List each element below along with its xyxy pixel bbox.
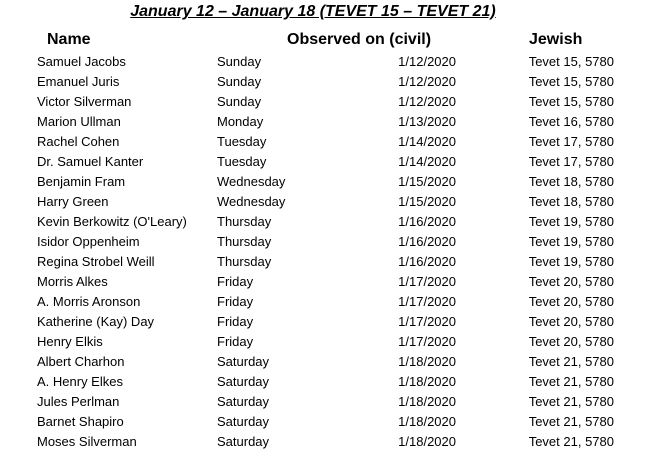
row-jewish-date: Tevet 20, 5780 <box>528 334 614 349</box>
row-name: A. Morris Aronson <box>37 294 141 309</box>
row-day: Saturday <box>217 374 270 389</box>
row-civil-date: 1/15/2020 <box>398 174 456 189</box>
row-jewish-date: Tevet 19, 5780 <box>528 254 614 269</box>
row-jewish-date: Tevet 20, 5780 <box>528 314 614 329</box>
row-civil-date: 1/17/2020 <box>398 334 456 349</box>
row-jewish-date: Tevet 18, 5780 <box>528 174 614 189</box>
row-name: Marion Ullman <box>37 114 121 129</box>
row-civil-date: 1/14/2020 <box>398 154 456 169</box>
row-day: Saturday <box>217 394 270 409</box>
row-day: Wednesday <box>217 194 286 209</box>
table-row <box>0 292 646 312</box>
row-civil-date: 1/13/2020 <box>398 114 456 129</box>
table-row <box>0 252 646 272</box>
row-jewish-date: Tevet 15, 5780 <box>528 74 614 89</box>
row-day: Monday <box>217 114 264 129</box>
row-civil-date: 1/18/2020 <box>398 434 456 449</box>
row-jewish-date: Tevet 19, 5780 <box>528 214 614 229</box>
row-jewish-date: Tevet 20, 5780 <box>528 274 614 289</box>
row-name: Emanuel Juris <box>37 74 120 89</box>
row-day: Thursday <box>217 254 272 269</box>
row-name: Barnet Shapiro <box>37 414 124 429</box>
row-name: Katherine (Kay) Day <box>37 314 155 329</box>
page-title: January 12 – January 18 (TEVET 15 – TEVET 21) <box>130 3 496 20</box>
row-name: Kevin Berkowitz (O'Leary) <box>37 214 187 229</box>
row-day: Friday <box>217 294 254 309</box>
row-day: Saturday <box>217 434 270 449</box>
table-row <box>0 92 646 112</box>
row-name: Benjamin Fram <box>37 174 126 189</box>
row-jewish-date: Tevet 17, 5780 <box>528 134 614 149</box>
row-civil-date: 1/16/2020 <box>398 234 456 249</box>
table-row <box>0 152 646 172</box>
table-row <box>0 212 646 232</box>
row-civil-date: 1/16/2020 <box>398 214 456 229</box>
row-jewish-date: Tevet 21, 5780 <box>528 414 614 429</box>
row-jewish-date: Tevet 21, 5780 <box>528 434 614 449</box>
row-civil-date: 1/15/2020 <box>398 194 456 209</box>
table-row <box>0 352 646 372</box>
row-civil-date: 1/12/2020 <box>398 54 456 69</box>
row-name: Samuel Jacobs <box>37 54 126 69</box>
row-civil-date: 1/18/2020 <box>398 354 456 369</box>
row-jewish-date: Tevet 17, 5780 <box>528 154 614 169</box>
row-jewish-date: Tevet 18, 5780 <box>528 194 614 209</box>
row-jewish-date: Tevet 15, 5780 <box>528 94 614 109</box>
row-name: Moses Silverman <box>37 434 137 449</box>
row-jewish-date: Tevet 15, 5780 <box>528 54 614 69</box>
row-day: Saturday <box>217 414 270 429</box>
table-row <box>0 192 646 212</box>
table-row <box>0 372 646 392</box>
row-civil-date: 1/12/2020 <box>398 74 456 89</box>
table-row <box>0 392 646 412</box>
row-name: Henry Elkis <box>37 334 103 349</box>
row-day: Sunday <box>217 74 262 89</box>
row-day: Friday <box>217 334 254 349</box>
row-day: Sunday <box>217 94 262 109</box>
row-name: Rachel Cohen <box>37 134 120 149</box>
table-row <box>0 132 646 152</box>
row-civil-date: 1/12/2020 <box>398 94 456 109</box>
row-civil-date: 1/18/2020 <box>398 414 456 429</box>
column-header-jewish: Jewish <box>529 31 583 48</box>
table-row <box>0 312 646 332</box>
row-name: Victor Silverman <box>37 94 132 109</box>
row-day: Thursday <box>217 234 272 249</box>
row-day: Friday <box>217 314 254 329</box>
row-civil-date: 1/17/2020 <box>398 294 456 309</box>
row-name: Dr. Samuel Kanter <box>37 154 144 169</box>
row-civil-date: 1/18/2020 <box>398 374 456 389</box>
table-row <box>0 72 646 92</box>
table-row <box>0 172 646 192</box>
row-civil-date: 1/14/2020 <box>398 134 456 149</box>
table-row <box>0 112 646 132</box>
row-day: Sunday <box>217 54 262 69</box>
row-civil-date: 1/17/2020 <box>398 314 456 329</box>
yahrzeit-list <box>0 52 646 452</box>
row-jewish-date: Tevet 21, 5780 <box>528 394 614 409</box>
row-jewish-date: Tevet 20, 5780 <box>528 294 614 309</box>
column-header-civil: Observed on (civil) <box>287 31 432 48</box>
row-civil-date: 1/16/2020 <box>398 254 456 269</box>
column-header-name: Name <box>47 31 91 48</box>
row-name: Morris Alkes <box>37 274 108 289</box>
row-day: Saturday <box>217 354 270 369</box>
table-row <box>0 52 646 72</box>
row-name: Isidor Oppenheim <box>37 234 140 249</box>
row-jewish-date: Tevet 19, 5780 <box>528 234 614 249</box>
row-day: Thursday <box>217 214 272 229</box>
row-jewish-date: Tevet 21, 5780 <box>528 374 614 389</box>
table-row <box>0 432 646 452</box>
row-civil-date: 1/17/2020 <box>398 274 456 289</box>
table-row <box>0 332 646 352</box>
row-day: Tuesday <box>217 154 267 169</box>
table-row <box>0 232 646 252</box>
row-name: Jules Perlman <box>37 394 120 409</box>
row-day: Friday <box>217 274 254 289</box>
row-name: Regina Strobel Weill <box>37 254 155 269</box>
row-jewish-date: Tevet 21, 5780 <box>528 354 614 369</box>
row-day: Wednesday <box>217 174 286 189</box>
row-name: Albert Charhon <box>37 354 125 369</box>
row-name: A. Henry Elkes <box>37 374 123 389</box>
table-row <box>0 272 646 292</box>
row-civil-date: 1/18/2020 <box>398 394 456 409</box>
row-jewish-date: Tevet 16, 5780 <box>528 114 614 129</box>
row-day: Tuesday <box>217 134 267 149</box>
row-name: Harry Green <box>37 194 109 209</box>
table-row <box>0 412 646 432</box>
